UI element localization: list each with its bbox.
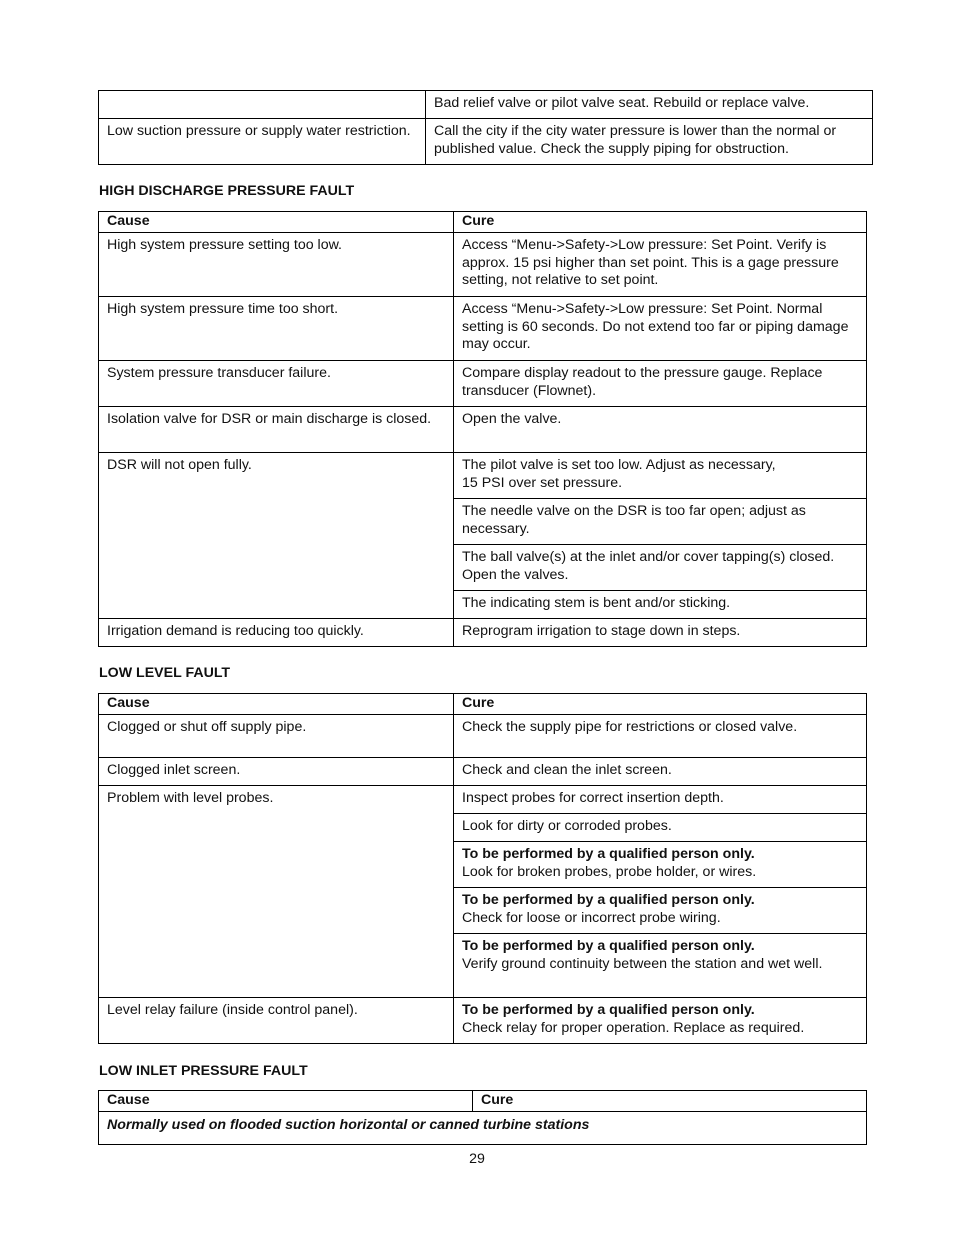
page-number: 29: [469, 1151, 485, 1167]
cure-cell: Open the valve.: [454, 407, 867, 453]
table-row: [99, 297, 867, 361]
cure-cell: Check and clean the inlet screen.: [454, 758, 867, 786]
cure-cell: Inspect probes for correct insertion depth.: [454, 786, 867, 814]
table-row: [99, 1112, 867, 1145]
table-row: [99, 453, 867, 499]
cure-cell: Access “Menu->Safety->Low pressure: Set Point. Normal setting is 60 seconds. Do not extend too far or piping damage may occur.: [454, 297, 867, 361]
table-header-row: [99, 1091, 867, 1112]
column-header-cause: Cause: [99, 694, 454, 715]
cure-cell: Reprogram irrigation to stage down in steps.: [454, 619, 867, 647]
cure-cell: Look for dirty or corroded probes.: [454, 814, 867, 842]
table-row: [99, 407, 867, 453]
table-row: [99, 715, 867, 758]
continued-fault-table: [98, 90, 873, 165]
cause-cell: Irrigation demand is reducing too quickly.: [99, 619, 454, 647]
cause-cell: High system pressure time too short.: [99, 297, 454, 361]
cause-cell: High system pressure setting too low.: [99, 233, 454, 297]
qualified-person-note: To be performed by a qualified person only.: [462, 846, 755, 862]
cure-line: Check relay for proper operation. Replace as required.: [462, 1019, 805, 1036]
section-heading-low-inlet: LOW INLET PRESSURE FAULT: [99, 1063, 308, 1079]
cure-cell: The indicating stem is bent and/or sticking.: [454, 591, 867, 619]
cause-cell: [99, 91, 426, 119]
qualified-person-note: To be performed by a qualified person only.: [462, 892, 755, 908]
cause-cell: Isolation valve for DSR or main discharge is closed.: [99, 407, 454, 453]
cure-cell: Bad relief valve or pilot valve seat. Rebuild or replace valve.: [426, 91, 873, 119]
table-row: [99, 619, 867, 647]
cure-cell: Compare display readout to the pressure gauge. Replace transducer (Flownet).: [454, 361, 867, 407]
cure-cell: Access “Menu->Safety->Low pressure: Set Point. Verify is approx. 15 psi higher than set point. This is a gage pressure setting, not relative to set point.: [454, 233, 867, 297]
cure-line: Look for broken probes, probe holder, or wires.: [462, 863, 757, 880]
cause-cell: Clogged inlet screen.: [99, 758, 454, 786]
cure-cell: The ball valve(s) at the inlet and/or cover tapping(s) closed. Open the valves.: [454, 545, 867, 591]
cure-line: Check for loose or incorrect probe wiring.: [462, 909, 721, 926]
table-row: [99, 786, 867, 814]
section-heading-high-discharge: HIGH DISCHARGE PRESSURE FAULT: [99, 183, 355, 199]
column-header-cause: Cause: [99, 1091, 473, 1112]
table-header-row: [99, 694, 867, 715]
cure-cell: [454, 934, 867, 998]
high-discharge-table: [98, 211, 867, 647]
low-level-table: [98, 693, 867, 1044]
low-inlet-table: [98, 1090, 867, 1145]
cure-line: Verify ground continuity between the station and wet well.: [462, 955, 823, 972]
qualified-person-note: To be performed by a qualified person only.: [462, 1002, 755, 1018]
cure-cell: [454, 888, 867, 934]
cause-cell: Clogged or shut off supply pipe.: [99, 715, 454, 758]
cure-cell: Check the supply pipe for restrictions or closed valve.: [454, 715, 867, 758]
cause-cell: System pressure transducer failure.: [99, 361, 454, 407]
table-header-row: [99, 212, 867, 233]
column-header-cause: Cause: [99, 212, 454, 233]
station-type-note: Normally used on flooded suction horizontal or canned turbine stations: [99, 1112, 867, 1145]
table-row: [99, 233, 867, 297]
column-header-cure: Cure: [473, 1091, 867, 1112]
table-row: [99, 91, 873, 119]
section-heading-low-level: LOW LEVEL FAULT: [99, 665, 231, 681]
cure-cell: Call the city if the city water pressure is lower than the normal or published value. Check the supply piping for obstruction.: [426, 119, 873, 165]
cause-cell: Low suction pressure or supply water restriction.: [99, 119, 426, 165]
cause-cell: Problem with level probes.: [99, 786, 454, 998]
table-row: [99, 998, 867, 1044]
column-header-cure: Cure: [454, 694, 867, 715]
table-row: [99, 758, 867, 786]
cure-cell: The needle valve on the DSR is too far open; adjust as necessary.: [454, 499, 867, 545]
cure-cell: [454, 842, 867, 888]
cure-line: The pilot valve is set too low. Adjust as necessary,: [462, 457, 776, 473]
cause-cell: DSR will not open fully.: [99, 453, 454, 619]
cure-line: 15 PSI over set pressure.: [462, 474, 623, 491]
cure-cell: [454, 453, 867, 499]
table-row: [99, 361, 867, 407]
qualified-person-note: To be performed by a qualified person only.: [462, 938, 755, 954]
table-row: [99, 119, 873, 165]
cure-cell: [454, 998, 867, 1044]
cause-cell: Level relay failure (inside control panel).: [99, 998, 454, 1044]
column-header-cure: Cure: [454, 212, 867, 233]
